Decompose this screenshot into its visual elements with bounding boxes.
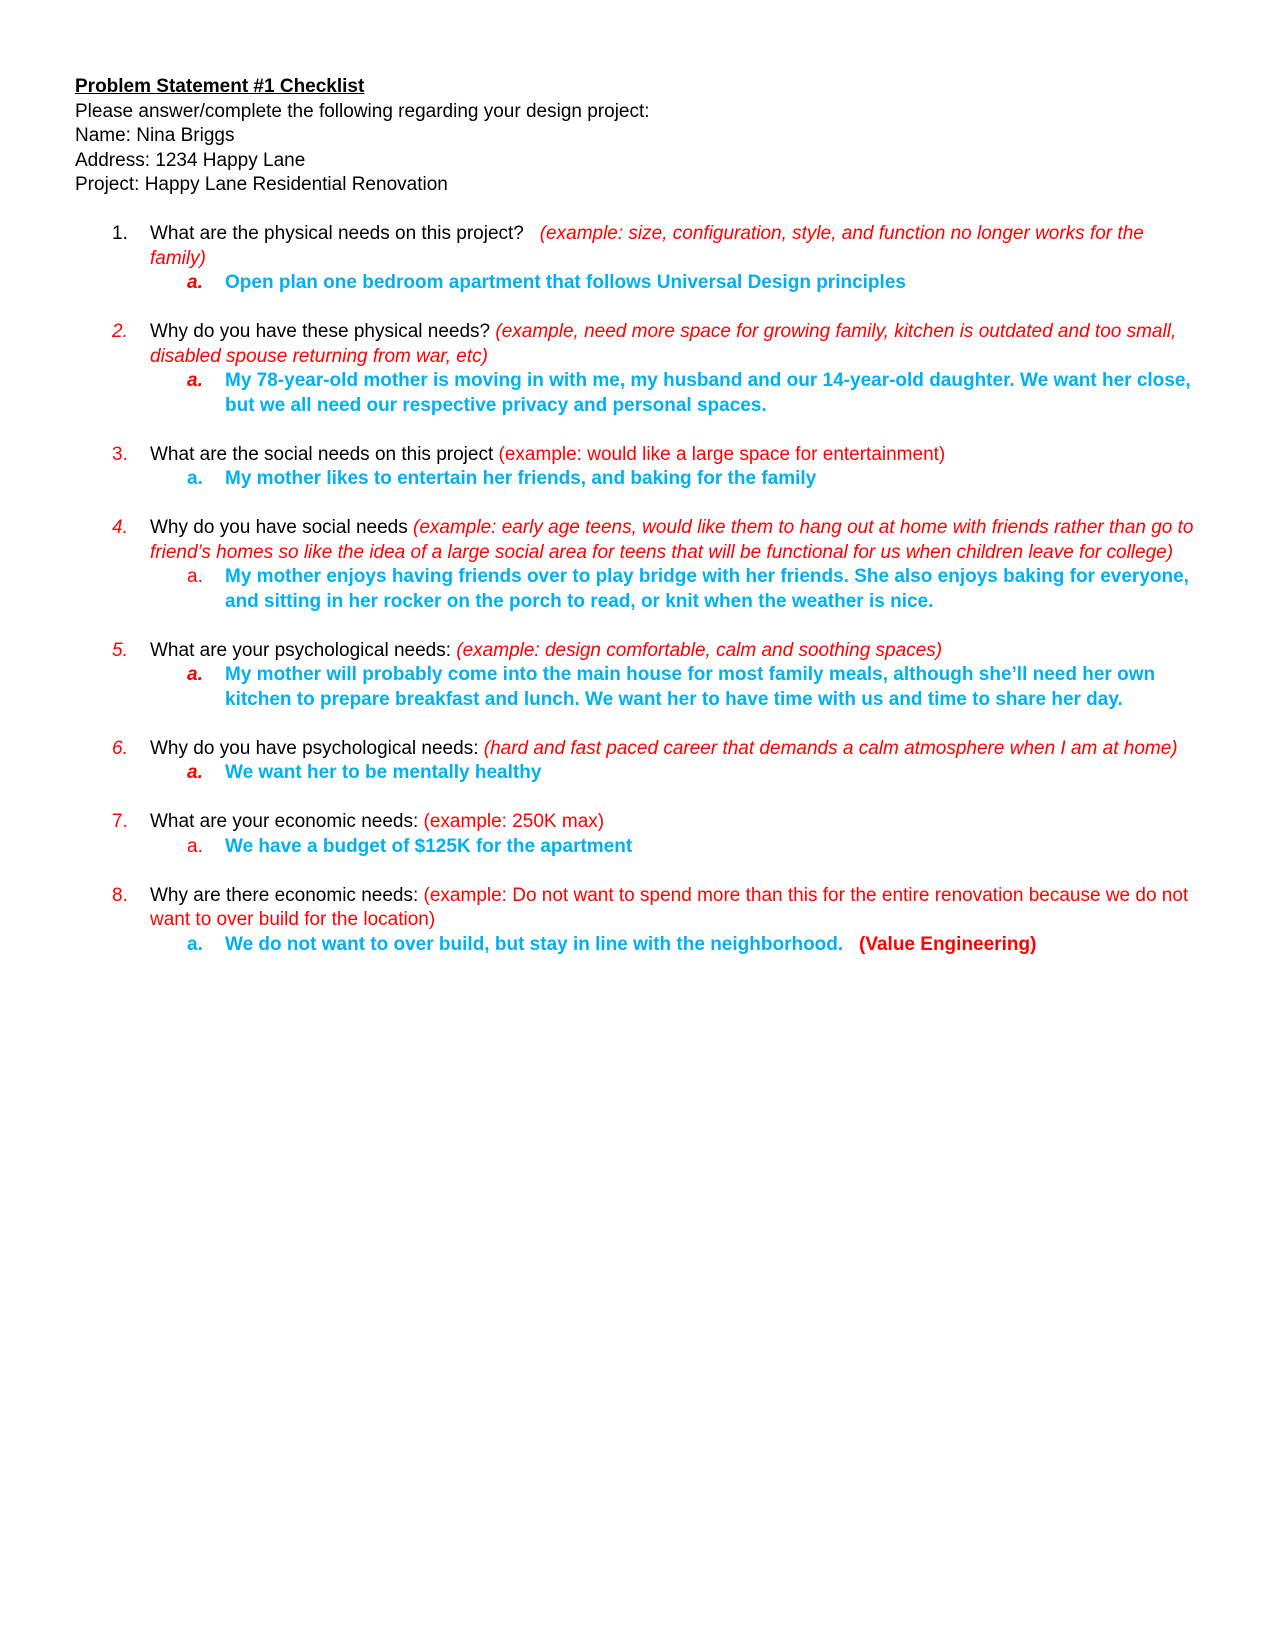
question-text: Why do you have social needs: [150, 517, 408, 538]
answer-item: [150, 271, 1205, 296]
answer-text: We want her to be mentally healthy: [225, 762, 542, 783]
answer-item: [150, 835, 1205, 860]
question-example: (example: would like a large space for entertainment): [498, 443, 946, 465]
answer-item: [150, 369, 1205, 418]
answer-letter: a.: [187, 272, 203, 293]
answer-text: My mother enjoys having friends over to play bridge with her friends. She also enjoys baking for everyone, and sitting in her rocker on the porch to read, or knit when the weather is nice.: [225, 566, 1189, 612]
question-number: 6.: [112, 737, 128, 759]
question-number: 1.: [112, 223, 128, 244]
question-number: 5.: [112, 639, 128, 661]
question-text: What are the physical needs on this project?: [150, 223, 524, 244]
address-line: Address: 1234 Happy Lane: [75, 149, 306, 171]
question-text: What are your psychological needs:: [150, 639, 451, 661]
answer-text: Open plan one bedroom apartment that follows Universal Design principles: [225, 272, 906, 293]
answer-item: [150, 467, 1205, 492]
question-item-1: [75, 222, 1205, 296]
answer-letter: a.: [187, 468, 203, 489]
answer-text: My 78-year-old mother is moving in with me, my husband and our 14-year-old daughter. We want her close, but we all need our respective privacy and personal spaces.: [225, 370, 1191, 416]
answer-letter: a.: [187, 664, 203, 685]
question-number: 2.: [112, 321, 128, 342]
question-example: (hard and fast paced career that demands a calm atmosphere when I am at home): [483, 737, 1178, 759]
answer-text: We have a budget of $125K for the apartment: [225, 835, 633, 857]
question-item-5: [75, 639, 1205, 713]
instruction-line: Please answer/complete the following regarding your design project:: [75, 100, 650, 122]
answer-note: (Value Engineering): [859, 933, 1037, 955]
answer-text: My mother will probably come into the main house for most family meals, although she’ll need her own kitchen to prepare breakfast and lunch. We want her to have time with us and time to share her day.: [225, 664, 1156, 710]
question-text: What are your economic needs:: [150, 811, 419, 832]
answer-item: [150, 663, 1205, 712]
answer-letter: a.: [187, 762, 203, 783]
question-example: (example, need more space for growing family, kitchen is outdated and too small, disabled spouse returning from war, etc): [150, 321, 1177, 367]
question-example: (example: size, configuration, style, and function no longer works for the family): [150, 223, 1144, 269]
question-text: Why do you have psychological needs:: [150, 737, 479, 759]
question-item-4: [75, 516, 1205, 614]
question-example: (example: design comfortable, calm and soothing spaces): [456, 639, 943, 661]
answer-item: [150, 761, 1205, 786]
answer-text: My mother likes to entertain her friends, and baking for the family: [225, 468, 817, 489]
question-item-6: [75, 737, 1205, 786]
question-number: 8.: [112, 884, 128, 906]
question-number: 4.: [112, 517, 128, 538]
answer-letter: a.: [187, 370, 203, 391]
answer-item: [150, 933, 1205, 958]
answer-letter: a.: [187, 566, 203, 587]
question-example: (example: early age teens, would like them to hang out at home with friends rather than go to friend’s homes so like the idea of a large social area for teens that will be functional for us when children leave for college): [150, 517, 1194, 563]
project-line: Project: Happy Lane Residential Renovation: [75, 174, 448, 195]
question-item-8: [75, 884, 1205, 958]
answer-letter: a.: [187, 835, 203, 857]
question-number: 7.: [112, 811, 128, 832]
question-text: Why are there economic needs:: [150, 884, 419, 906]
answer-item: [150, 565, 1205, 614]
answer-letter: a.: [187, 933, 203, 955]
answer-text: We do not want to over build, but stay in line with the neighborhood.: [225, 933, 844, 955]
question-number: 3.: [112, 443, 128, 465]
question-item-3: [75, 443, 1205, 492]
question-example: (example: 250K max): [423, 811, 605, 832]
question-text: Why do you have these physical needs?: [150, 321, 491, 342]
question-text: What are the social needs on this project: [150, 443, 494, 465]
question-list: [75, 222, 1205, 957]
question-item-2: [75, 320, 1205, 418]
name-line: Name: Nina Briggs: [75, 125, 235, 146]
document-page: [75, 75, 1205, 982]
question-example: (example: Do not want to spend more than this for the entire renovation because we do not want to over build for the location): [150, 884, 1189, 930]
document-title: Problem Statement #1 Checklist: [75, 76, 365, 97]
question-item-7: [75, 810, 1205, 859]
